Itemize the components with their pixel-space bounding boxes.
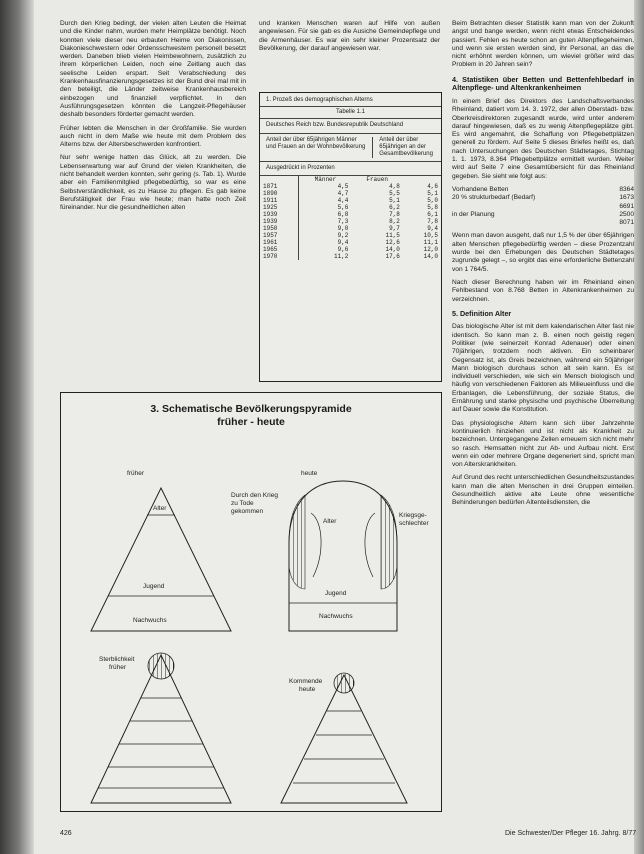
table-row bbox=[260, 246, 441, 253]
table-row bbox=[260, 190, 441, 197]
table-cell bbox=[403, 176, 441, 183]
figure-title-line1: 3. Schematische Bevölkerungspyramide bbox=[150, 403, 352, 415]
table-row bbox=[260, 197, 441, 204]
table-label: Tabelle 1.1 bbox=[260, 107, 441, 119]
table-cell: 7,3 bbox=[337, 218, 349, 226]
today-inner-curve-left bbox=[311, 513, 321, 577]
paragraph: Nur sehr wenige hatten das Glück, alt zu werden. Die Lebenserwartung war auf Grund der vielen Krankheiten, die nicht behandelt werden konnten, sehr gering (s. Tab. 1). Wurde aber ein Familienmitglied pflegebedürftig, so war es eine Selbstverständlichkeit, es zu Hause zu pflegen. Es gab keine Berufstätigkeit der Frau wie heute; man hatte noch Zeit füreinander. Nur die gesundheitlichen alten bbox=[60, 154, 246, 212]
table-cell: 5,1 bbox=[427, 190, 438, 198]
table-cell: 9,0 bbox=[337, 225, 349, 233]
table-cell: 9,7 bbox=[389, 225, 400, 233]
table-cell: 4,4 bbox=[337, 197, 349, 205]
table-row bbox=[260, 253, 441, 260]
table-subheader-men: Männer bbox=[314, 176, 337, 184]
table-cell: 1965 bbox=[260, 246, 299, 253]
table-cell: 9,6 bbox=[337, 246, 349, 254]
table-cell: 11,2 bbox=[334, 253, 349, 261]
table-cell: 5,8 bbox=[427, 204, 438, 212]
population-pyramid-figure bbox=[60, 392, 442, 812]
table-cell: 1939 bbox=[260, 211, 299, 218]
label-war-thinned-3: gekommen bbox=[231, 508, 264, 515]
section-heading-4: 4. Statistiken über Betten und Bettenfehlbedarf in Altenpflege- und Altenkrankenheimen bbox=[452, 74, 634, 93]
paragraph: Auf Grund des recht unterschiedlichen Gesundheitszustandes kann man die alten Menschen in drei Gruppen einteilen. Gesundheitlich aktive alte Leute ohne wesentliche Behinderungen bedürfen Altenteilsdiensten, die bbox=[452, 474, 634, 507]
journal-footer: Die Schwester/Der Pfleger 16. Jahrg. 8/77 bbox=[505, 830, 637, 837]
paragraph: Das biologische Alter ist mit dem kalendarischen Alter fast nie identisch. So kann man z. B. einen noch geistig regen Politiker (wie seinerzeit Konrad Adenauer) oder einen 70jährigen, trotzdem noch aktiven. Ein scheinbarer Gegensatz ist, als Greis bezeichnen, während ein 50jähriger Mann biologisch durchaus schon alt sein kann. Es ist individuell verschieden, wie sich ein Mensch biologisch und häufig von verschiedenen Faktoren als Milieueinfluss und die Erbanlagen, die Lebensführung, der soziale Status, die Ernährung und starke physische und psychische Überreitung auf Dauer sowie die Konstitution. bbox=[452, 323, 634, 414]
early-label-youth: Jugend bbox=[143, 583, 165, 590]
figure-title-line2: früher - heute bbox=[217, 416, 285, 428]
table-subtitle: Deutsches Reich bzw. Bundesrepublik Deutschland bbox=[260, 119, 441, 133]
today-label-offspring: Nachwuchs bbox=[319, 613, 353, 620]
table-subheader-row bbox=[260, 176, 441, 183]
label-today: heute bbox=[301, 470, 318, 477]
table-row bbox=[260, 218, 441, 225]
table-cell: 1950 bbox=[260, 225, 299, 232]
label-today-top-2: heute bbox=[299, 686, 316, 693]
bed-stat-row bbox=[452, 194, 634, 202]
paragraph: Nach dieser Berechnung haben wir im Rheinland einen Fehlbestand von 8.768 Betten in Altenkrankenheimen zu verzeichnen. bbox=[452, 278, 634, 303]
table-cell: 6,1 bbox=[427, 211, 438, 219]
table-col1-header: Anteil der über 65jährigen Männer und Frauen an der Wohnbevölkerung bbox=[266, 137, 373, 159]
data-table bbox=[260, 176, 441, 260]
bed-stat-value: 8071 bbox=[619, 219, 634, 227]
table-cell: 14,0 bbox=[423, 253, 438, 261]
middle-text-column bbox=[259, 20, 440, 58]
page-edge-shadow bbox=[634, 0, 644, 854]
table-cell: 1911 bbox=[260, 197, 299, 204]
right-text-column bbox=[452, 20, 634, 513]
table-row bbox=[260, 204, 441, 211]
table-row bbox=[260, 183, 441, 190]
table-cell: 14,0 bbox=[385, 246, 400, 254]
table-cell: 1970 bbox=[260, 253, 299, 260]
table-cell: 5,6 bbox=[337, 204, 349, 212]
today-inner-curve-right bbox=[365, 513, 375, 577]
label-early-top-2: früher bbox=[109, 664, 126, 671]
label-war-thinned-1: Durch den Krieg bbox=[231, 492, 278, 499]
bed-stat-label: Vorhandene Betten bbox=[452, 185, 509, 193]
bed-statistics bbox=[452, 186, 634, 227]
early-label-old: Alter bbox=[153, 505, 167, 512]
table-cell: 4,8 bbox=[389, 183, 400, 191]
table-cell: 17,6 bbox=[385, 253, 400, 261]
demographic-table-box bbox=[259, 92, 442, 382]
table-cell: 1890 bbox=[260, 190, 299, 197]
table-cell: 8,2 bbox=[389, 218, 400, 226]
table-cell: 4,6 bbox=[427, 183, 438, 191]
label-war-gen-2: schlechter bbox=[399, 520, 429, 527]
pyramid-drawing bbox=[61, 393, 441, 811]
table-cell: 1925 bbox=[260, 204, 299, 211]
table-cell: 7,8 bbox=[389, 211, 400, 219]
label-early: früher bbox=[127, 470, 144, 477]
table-row bbox=[260, 211, 441, 218]
paragraph: Wenn man davon ausgeht, daß nur 1,5 % der über 65jährigen alten Menschen pflegebedürftig werden – diese Prozentzahl wurde bei den Erhebungen des Deutschen Städtetages zugrunde gelegt –, so ergibt das eine erforderliche Bettenzahl von 1 764/5. bbox=[452, 232, 634, 273]
bed-stat-value: 6691 bbox=[619, 202, 634, 210]
table-cell: 5,5 bbox=[389, 190, 400, 198]
bed-stat-value: 1673 bbox=[619, 194, 634, 202]
label-war-thinned-2: zu Tode bbox=[231, 500, 254, 507]
bed-stat-label: 20 % strukturbedarf (Bedarf) bbox=[452, 194, 536, 202]
paragraph: In einem Brief des Direktors des Landschaftsverbandes Rheinland, datiert vom 14. 3. 1972, der allen Oberstadt- bzw. Oberkreisdirektoren zugesandt wurde, wird unter anderem darauf hingewiesen, daß es zu wenig Altenpflegeplätze gibt. Es wird angemahnt, die Schaffung von Pflegebettplätzen generell zu fördern. Auf Seite 5 dieses Briefes heißt es, daß nach Untersuchungen des Deutschen Städtetages, Stichtag 1. 1. 1973, 8.364 Pflegebettplätze ermittelt wurden. Weiter wird auf Seite 7 eine Gesamtübersicht für das Rheinland gegeben. Sie sieht wie folgt aus: bbox=[452, 97, 634, 180]
paragraph: und kranken Menschen waren auf Hilfe von außen angewiesen. Für sie gab es die Ausiche Gemeindepflege und die Armenhäuser. Es war ein sehr kleiner Prozentsatz der Bevölkerung, der darauf angewiesen war. bbox=[259, 20, 440, 52]
paragraph: Beim Betrachten dieser Statistik kann man von der Zukunft angst und bange werden, wenn nicht etwas Entscheidendes passiert. Fehlen es heute schon an guten Altenpflegeheimen, und wenn sie ersten werden sind, ihr Personal, an das die nicht erhöhnt werden können, um wieviel größer wird das Problem in 20 Jahren sein? bbox=[452, 20, 634, 69]
table-cell: 5,1 bbox=[389, 197, 400, 205]
table-cell: 11,5 bbox=[385, 232, 400, 240]
paragraph: Früher lebten die Menschen in der Großfamilie. Sie wurden auch nicht in dem Maße wie heute mit dem Problem des Alterns bzw. der Altersbeschwerden konfrontiert. bbox=[60, 124, 246, 149]
table-row bbox=[260, 225, 441, 232]
table-body bbox=[260, 183, 441, 260]
bed-stat-row bbox=[452, 203, 634, 211]
table-header bbox=[260, 134, 441, 163]
table-row bbox=[260, 239, 441, 246]
bed-stat-row bbox=[452, 211, 634, 219]
bed-stat-value: 8364 bbox=[619, 185, 634, 193]
table-cell: 10,5 bbox=[423, 232, 438, 240]
table-col2-header: Anteil der über 65jährigen an der Gesamtbevölkerung bbox=[379, 136, 433, 158]
book-spine-shadow bbox=[0, 0, 34, 854]
today-pyramid-lower bbox=[281, 675, 407, 803]
left-text-column bbox=[60, 20, 246, 218]
table-cell bbox=[260, 176, 299, 183]
table-cell: 1957 bbox=[260, 232, 299, 239]
label-war-gen-1: Kriegsge- bbox=[399, 512, 427, 519]
table-cell: 9,4 bbox=[427, 225, 438, 233]
bed-stat-row bbox=[452, 219, 634, 227]
today-hatch-left bbox=[289, 495, 305, 589]
table-cell: 7,8 bbox=[427, 218, 438, 226]
table-cell: 12,6 bbox=[385, 239, 400, 247]
table-cell: 1961 bbox=[260, 239, 299, 246]
today-label-youth: Jugend bbox=[325, 590, 347, 597]
table-cell: 1871 bbox=[260, 183, 299, 190]
table-subheader-women: Frauen bbox=[366, 176, 388, 184]
page-number: 426 bbox=[60, 830, 72, 837]
paragraph: Das physiologische Altern kann sich über Jahrzehnte kontinuierlich hinziehen und ist nicht als Krankheit zu bezeichnen. Untergegangene Zellen erneuern sich nicht mehr so rasch. Hemsatten nicht zur Ab- und Aufbau nicht. Erst wenn ein oder mehrere Organe degeneriert sind, spricht man von Alterskrankheiten. bbox=[452, 419, 634, 469]
table-cell: 12,0 bbox=[423, 246, 438, 254]
label-early-top-1: Sterblichkeit bbox=[99, 656, 135, 663]
table-cell: 4,7 bbox=[337, 190, 349, 198]
table-cell: 9,4 bbox=[337, 239, 349, 247]
table-cell: 4,5 bbox=[337, 183, 349, 191]
bed-stat-value: 2500 bbox=[619, 210, 634, 218]
table-row bbox=[260, 232, 441, 239]
table-cell: 1939 bbox=[260, 218, 299, 225]
table-unit: Ausgedrückt in Prozenten bbox=[260, 162, 441, 176]
early-label-offspring: Nachwuchs bbox=[133, 617, 167, 624]
paragraph: Durch den Krieg bedingt, der vielen alten Leuten die Heimat und die Kinder nahm, wurden mehr Heimplätze benötigt. Noch konnten viele dieser neu erbauten Heime von Diakonissen, Diakonieschwestern oder Ordensschwestern personell besetzt werden. Daneben blieb vielen Heimbewohnern, zusätzlich zu ihrem körperlichen Leiden, noch eine Zeitlang auch das seelische Leiden erspart. Seit Verabschiedung des Krankenhausfinanzierungsgesetzes ist der Bund drei mal mit in den beteiligt, die Länder zeitweise Krankenhausbereich einbezogen und finanziell verpflichtet. In den Ausführungsgesetzen könnten die Langzeit-Pflegehäuser deshalb besonders förderter gemacht werden. bbox=[60, 20, 246, 119]
bed-stat-label: in der Planung bbox=[452, 210, 495, 218]
table-cell: 11,1 bbox=[423, 239, 438, 247]
label-today-top-1: Kommende bbox=[289, 678, 323, 685]
table-cell: 6,2 bbox=[389, 204, 400, 212]
bed-stat-row bbox=[452, 186, 634, 194]
today-label-old: Alter bbox=[323, 518, 337, 525]
section-heading-5: 5. Definition Alter bbox=[452, 308, 512, 318]
table-cell: 5,0 bbox=[427, 197, 438, 205]
today-hatch-right bbox=[381, 495, 397, 589]
table-cell: 6,8 bbox=[337, 211, 349, 219]
table-box-title: 1. Prozeß des demographischen Alterns bbox=[260, 93, 441, 107]
table-cell: 9,2 bbox=[337, 232, 349, 240]
